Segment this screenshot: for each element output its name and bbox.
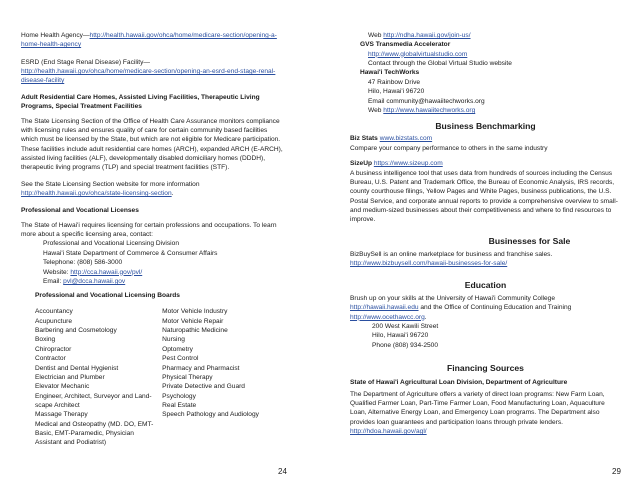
boards-column-2 bbox=[162, 307, 297, 447]
edu-address-2: Hilo, Hawai'i 96720 bbox=[372, 332, 429, 340]
adult-care-body: The State Licensing Section of the Office of Health Care Assurance monitors compliance with licensing rules and ensures quality of care for certain community based facilities which must be licensed by the State, but which are not eligible for Medicare participation. These facilities include adult residential care homes (ARCH), expanded ARCH (E-ARCH), assisted living facilities (ALF), developmentally disabled domiciliary homes (DDDH), therapeutic living programs (TLP) and special treatment facilities (STF). bbox=[21, 117, 283, 172]
contact-email: Email: pvl@dcca.hawaii.gov bbox=[43, 277, 126, 285]
page-number-right: 29 bbox=[612, 467, 621, 476]
home-health-agency-entry: Home Health Agency—http://health.hawaii.gov/ohca/home/medicare-section/opening-a-home-health-agency bbox=[21, 32, 277, 49]
techworks-email: Email community@hawaiitechworks.org bbox=[368, 97, 485, 105]
licensing-board-item: Pest Control bbox=[162, 355, 199, 363]
licensing-board-item: Naturopathic Medicine bbox=[162, 327, 228, 335]
financing-heading: Financing Sources bbox=[447, 362, 524, 373]
sizeup-link[interactable]: https://www.sizeup.com bbox=[373, 160, 443, 168]
licensing-board-item: Nursing bbox=[162, 336, 185, 344]
licensing-board-item: Elevator Mechanic bbox=[35, 383, 90, 391]
benchmarking-heading: Business Benchmarking bbox=[435, 121, 536, 132]
gvs-link[interactable]: http://www.globalvirtualstudio.com bbox=[368, 50, 468, 58]
contact-department: Hawai'i State Department of Commerce & Consumer Affairs bbox=[43, 249, 218, 257]
licensing-board-item: Medical and Osteopathy (MD. DO, EMT-Basic, EMT-Paramedic, Physician Assistant and Podiatrist) bbox=[35, 420, 154, 447]
licensing-board-item: Psychology bbox=[162, 392, 196, 400]
esrd-link[interactable]: http://health.hawaii.gov/ohca/home/medicare-section/opening-an-esrd-end-stage-renal-disease-facility bbox=[21, 68, 276, 85]
contact-website: Website: http://cca.hawaii.gov/pvl/ bbox=[43, 268, 143, 276]
hawaii-cc-link[interactable]: http://hawaii.hawaii.edu bbox=[350, 304, 419, 312]
licensing-board-item: Motor Vehicle Industry bbox=[162, 308, 228, 316]
agri-loan-title: State of Hawai'i Agricultural Loan Division, Department of Agriculture bbox=[350, 379, 568, 387]
licensing-boards-title: Professional and Vocational Licensing Boards bbox=[35, 292, 180, 299]
home-health-agency-link[interactable]: http://health.hawaii.gov/ohca/home/medicare-section/opening-a-home-health-agency bbox=[21, 32, 277, 49]
state-licensing-entry: See the State Licensing Section website for more information http://health.hawaii.gov/ohca/state-licensing-section. bbox=[21, 180, 200, 198]
bizstats-link[interactable]: www.bizstats.com bbox=[379, 135, 433, 143]
ndha-entry: Web http://ndha.hawaii.gov/join-us/ bbox=[368, 32, 471, 39]
education-text: Brush up on your skills at the University of Hawai'i Community College http://hawaii.hawaii.edu and the Office of Continuing Education and Training http://www.ocethawcc.org. bbox=[350, 294, 572, 321]
licensing-boards-list bbox=[21, 307, 297, 447]
licensing-board-item: Dentist and Dental Hygienist bbox=[35, 364, 119, 372]
techworks-address-1: 47 Rainbow Drive bbox=[368, 78, 421, 86]
licensing-contact bbox=[21, 239, 283, 286]
boards-column-1 bbox=[35, 307, 162, 447]
bizstats-desc: Compare your company performance to others in the same industry bbox=[350, 144, 548, 152]
pvl-website-link[interactable]: http://cca.hawaii.gov/pvl/ bbox=[70, 268, 143, 276]
edu-phone: Phone (808) 934-2500 bbox=[372, 341, 438, 349]
bizstats-entry: Biz Stats www.bizstats.com bbox=[350, 135, 433, 143]
licensing-board-item: Electrician and Plumber bbox=[35, 373, 105, 381]
education-address bbox=[350, 322, 621, 350]
agri-loan-link[interactable]: http://hdoa.hawaii.gov/agl/ bbox=[350, 427, 427, 435]
licensing-board-item: Boxing bbox=[35, 336, 56, 344]
licensing-board-item: Private Detective and Guard bbox=[162, 383, 245, 391]
contact-division: Professional and Vocational Licensing Division bbox=[43, 240, 179, 248]
left-page bbox=[21, 0, 283, 286]
pvl-email-link[interactable]: pvl@dcca.hawaii.gov bbox=[63, 277, 126, 285]
bizbuysell-link[interactable]: http://www.bizbuysell.com/hawaii-businesses-for-sale/ bbox=[350, 260, 508, 268]
agri-loan-desc: The Department of Agriculture offers a variety of direct loan programs: New Farm Loan, Qualified Farmer Loan, Part-Time Farmer Loan, Food Manufacturing Loan, Aquaculture Loan, Alternative Energy Loan, and Emergency Loan programs. The Department also provides loan guarantees and participation loans through private lenders. http://hdoa.hawaii.gov/agl/ bbox=[350, 390, 605, 435]
licensing-board-item: Massage Therapy bbox=[35, 411, 88, 419]
techworks-link[interactable]: http://www.hawaiitechworks.org bbox=[383, 106, 476, 114]
licensing-board-item: Optometry bbox=[162, 345, 193, 353]
licensing-board-item: Engineer, Architect, Surveyor and Land-scape Architect bbox=[35, 392, 152, 409]
licensing-boards-box bbox=[21, 291, 297, 448]
ocet-link[interactable]: http://www.ocethawcc.org bbox=[350, 313, 425, 321]
sale-heading: Businesses for Sale bbox=[488, 235, 571, 246]
licensing-board-item: Chiropractor bbox=[35, 345, 72, 353]
gvs-contact: Contact through the Global Virtual Studio website bbox=[368, 60, 512, 68]
sizeup-desc: A business intelligence tool that uses data from hundreds of sources including the Census Bureau, U.S. Patent and Trademark Office, the Bureau of Economic Analysis, IRS records, county courthouse filings, Yellow Pages and White Pages, business publications, the U.S. Postal Service, and corporate annual reports to provide a comprehensive overview to small- and medium-sized businesses about their competitiveness and where to find resources to improve. bbox=[350, 169, 618, 224]
education-heading: Education bbox=[464, 279, 507, 290]
licensing-board-item: Barbering and Cosmetology bbox=[35, 327, 117, 335]
gvs-title: GVS Transmedia Accelerator bbox=[360, 41, 451, 49]
licensing-board-item: Physical Therapy bbox=[162, 373, 213, 381]
ndha-join-link[interactable]: http://ndha.hawaii.gov/join-us/ bbox=[383, 32, 471, 39]
prof-licenses-title: Professional and Vocational Licenses bbox=[21, 207, 139, 215]
sale-desc: BizBuySell is an online marketplace for business and franchise sales. bbox=[350, 250, 553, 258]
right-page bbox=[350, 0, 621, 436]
licensing-board-item: Accountancy bbox=[35, 308, 73, 316]
esrd-entry: ESRD (End Stage Renal Disease) Facility—http://health.hawaii.gov/ohca/home/medicare-section/opening-an-esrd-end-stage-renal-disease-facility bbox=[21, 58, 276, 85]
edu-address-1: 200 West Kawili Street bbox=[372, 322, 439, 330]
licensing-board-item: Acupuncture bbox=[35, 317, 73, 325]
gvs-entry bbox=[350, 50, 621, 69]
contact-phone: Telephone: (808) 586-3000 bbox=[43, 259, 123, 267]
techworks-title: Hawai'i TechWorks bbox=[360, 69, 420, 77]
licensing-board-item: Pharmacy and Pharmacist bbox=[162, 364, 240, 372]
licensing-board-item: Real Estate bbox=[162, 401, 197, 409]
techworks-address-2: Hilo, Hawai'i 96720 bbox=[368, 88, 425, 96]
techworks-entry: 47 Rainbow Drive Hilo, Hawai'i 96720 Email community@hawaiitechworks.org Web http://www.hawaiitechworks.org bbox=[350, 78, 621, 115]
licensing-board-item: Motor Vehicle Repair bbox=[162, 317, 224, 325]
adult-care-title: Adult Residential Care Homes, Assisted Living Facilities, Therapeutic Living Programs, Special Treatment Facilities bbox=[21, 93, 260, 111]
licensing-board-item: Speech Pathology and Audiology bbox=[162, 411, 259, 419]
licensing-board-item: Contractor bbox=[35, 355, 66, 363]
sizeup-entry: SizeUp https://www.sizeup.com bbox=[350, 160, 443, 168]
page-number-left: 24 bbox=[278, 467, 287, 476]
prof-licenses-body: The State of Hawai'i requires licensing for certain professions and occupations. To learn more about a specific licensing area, contact: bbox=[21, 221, 277, 239]
state-licensing-link[interactable]: http://health.hawaii.gov/ohca/state-licensing-section bbox=[21, 190, 172, 198]
